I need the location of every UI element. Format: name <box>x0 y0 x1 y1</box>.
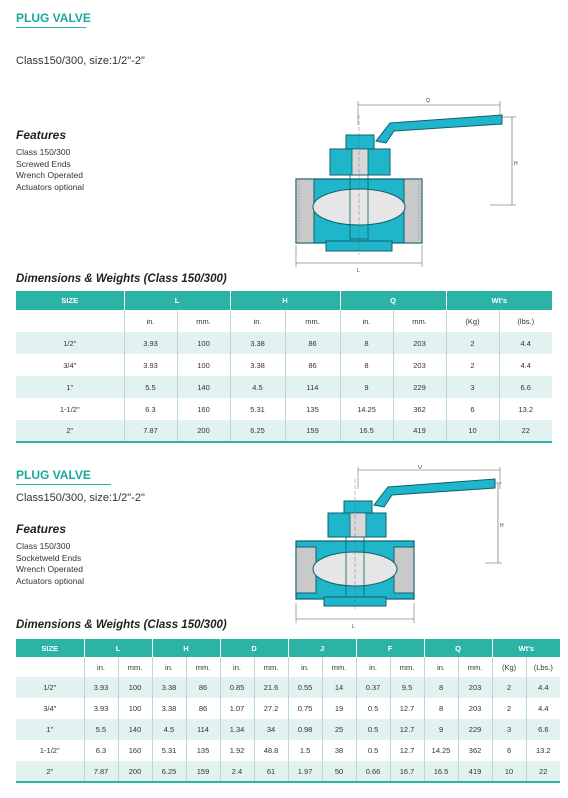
section-title: PLUG VALVE <box>16 468 91 482</box>
value-cell: 14.25 <box>424 740 458 761</box>
value-cell: 135 <box>285 398 340 420</box>
value-cell: 135 <box>186 740 220 761</box>
value-cell: 86 <box>186 698 220 719</box>
value-cell: 0.98 <box>288 719 322 740</box>
dim-label-q: Q <box>426 98 430 104</box>
unit-cell: (lbs.) <box>517 316 535 326</box>
table-row <box>16 332 552 354</box>
unit-cell: mm. <box>186 657 220 677</box>
value-cell: 25 <box>322 719 356 740</box>
value-cell: 419 <box>393 420 446 442</box>
unit-cell <box>16 657 84 677</box>
value-cell: 1.92 <box>220 740 254 761</box>
value-cell: 2 <box>492 698 526 719</box>
value-cell: 4.5 <box>230 376 285 398</box>
size-cell: 1-1/2" <box>16 740 84 761</box>
value-cell: 160 <box>118 740 152 761</box>
value-cell: 229 <box>458 719 492 740</box>
unit-cell: mm. <box>177 310 230 332</box>
value-cell: 0.85 <box>220 677 254 698</box>
product-section-socketweld <box>0 450 568 798</box>
value-cell: 6.6 <box>499 376 552 398</box>
value-cell: 4.4 <box>499 332 552 354</box>
valve-drawing-socketweld <box>290 465 530 635</box>
size-cell: 1" <box>16 376 124 398</box>
value-cell: 200 <box>118 761 152 782</box>
unit-cell: mm. <box>458 657 492 677</box>
value-cell: 5.5 <box>124 376 177 398</box>
value-cell: 9 <box>424 719 458 740</box>
dim-label-h: H <box>500 523 504 529</box>
value-cell: 100 <box>118 677 152 698</box>
value-cell: 0.66 <box>356 761 390 782</box>
value-cell: 27.2 <box>254 698 288 719</box>
value-cell: 12.7 <box>390 740 424 761</box>
feature-item: Screwed Ends <box>16 158 71 169</box>
value-cell: 100 <box>177 354 230 376</box>
value-cell: 1.34 <box>220 719 254 740</box>
col-header-f: F <box>356 639 424 657</box>
section-title: PLUG VALVE <box>16 11 91 25</box>
value-cell: 100 <box>118 698 152 719</box>
table-row <box>16 698 560 719</box>
dimensions-table-socketweld <box>16 639 560 783</box>
unit-cell <box>16 310 124 332</box>
value-cell: 6.25 <box>230 420 285 442</box>
unit-cell: (Kg) <box>446 310 499 332</box>
value-cell: 13.2 <box>499 398 552 420</box>
value-cell: 8 <box>424 677 458 698</box>
value-cell: 362 <box>458 740 492 761</box>
value-cell: 22 <box>526 761 560 782</box>
value-cell: 4.4 <box>526 698 560 719</box>
col-header-q: Q <box>340 291 446 310</box>
value-cell: 7.87 <box>124 420 177 442</box>
value-cell: 14 <box>322 677 356 698</box>
value-cell: 7.87 <box>84 761 118 782</box>
value-cell: 9 <box>340 376 393 398</box>
feature-item: Wrench Operated <box>16 564 83 574</box>
col-header-l: L <box>84 639 152 657</box>
value-cell: 140 <box>177 376 230 398</box>
col-header-h: H <box>152 639 220 657</box>
feature-item: Socketweld Ends <box>16 552 82 563</box>
size-cell: 3/4" <box>16 354 124 376</box>
value-cell: 0.5 <box>356 698 390 719</box>
col-header-j: J <box>288 639 356 657</box>
value-cell: 3.93 <box>124 354 177 376</box>
value-cell: 200 <box>177 420 230 442</box>
value-cell: 12.7 <box>390 698 424 719</box>
size-cell: 2" <box>16 761 84 782</box>
col-header-wts: Wt's <box>492 639 560 657</box>
size-cell: 1-1/2" <box>16 398 124 420</box>
section-subtitle: Class150/300, size:1/2"-2" <box>16 492 145 504</box>
col-header-size: SIZE <box>16 291 124 310</box>
unit-cell: (Kg) <box>492 657 526 677</box>
dim-label-h: H <box>514 161 518 167</box>
value-cell: 5.31 <box>230 398 285 420</box>
value-cell: 362 <box>393 398 446 420</box>
size-cell: 1" <box>16 719 84 740</box>
table-row <box>16 677 560 698</box>
title-underline <box>16 484 111 485</box>
dimensions-table-screwed <box>16 291 552 443</box>
value-cell: 3.38 <box>230 332 285 354</box>
section-subtitle: Class150/300, size:1/2"-2" <box>16 55 145 67</box>
value-cell: 6.3 <box>84 740 118 761</box>
value-cell: 1.97 <box>288 761 322 782</box>
value-cell: 5.5 <box>84 719 118 740</box>
value-cell: 21.6 <box>254 677 288 698</box>
value-cell: 0.37 <box>356 677 390 698</box>
value-cell: 22 <box>499 420 552 442</box>
feature-item: Actuators optional <box>16 181 85 192</box>
value-cell: 203 <box>393 332 446 354</box>
value-cell: 19 <box>322 698 356 719</box>
value-cell: 6.25 <box>152 761 186 782</box>
value-cell: 6 <box>492 740 526 761</box>
value-cell: 203 <box>393 354 446 376</box>
features-heading: Features <box>16 522 67 536</box>
unit-cell: (Lbs.) <box>533 662 553 672</box>
features-list <box>16 147 84 193</box>
unit-cell: mm. <box>322 657 356 677</box>
value-cell: 6 <box>446 398 499 420</box>
value-cell: 203 <box>458 677 492 698</box>
value-cell: 14.25 <box>340 398 393 420</box>
table-row <box>16 719 560 740</box>
unit-cell: in. <box>230 310 285 332</box>
value-cell: 0.5 <box>356 719 390 740</box>
value-cell: 159 <box>186 761 220 782</box>
table-heading: Dimensions & Weights (Class 150/300) <box>16 619 227 631</box>
value-cell: 86 <box>285 332 340 354</box>
col-header-q: Q <box>424 639 492 657</box>
value-cell: 4.4 <box>526 677 560 698</box>
value-cell: 3.93 <box>124 332 177 354</box>
value-cell: 38 <box>322 740 356 761</box>
col-header-size: SIZE <box>16 639 84 657</box>
title-underline <box>16 27 86 28</box>
value-cell: 10 <box>492 761 526 782</box>
value-cell: 16.5 <box>340 420 393 442</box>
feature-item: Wrench Operated <box>16 170 83 180</box>
unit-cell: mm. <box>393 310 446 332</box>
table-heading: Dimensions & Weights (Class 150/300) <box>16 273 227 285</box>
unit-cell: in. <box>340 310 393 332</box>
value-cell: 2 <box>446 354 499 376</box>
unit-cell: in. <box>124 310 177 332</box>
unit-cell: in. <box>424 657 458 677</box>
unit-cell: in. <box>288 657 322 677</box>
table-row <box>16 398 552 420</box>
table-row <box>16 376 552 398</box>
size-cell: 2" <box>16 420 124 442</box>
value-cell: 100 <box>177 332 230 354</box>
dim-label-q: Q <box>418 465 422 470</box>
unit-cell: in. <box>152 657 186 677</box>
value-cell: 4.4 <box>499 354 552 376</box>
value-cell: 48.8 <box>254 740 288 761</box>
features-heading: Features <box>16 128 67 142</box>
value-cell: 2 <box>446 332 499 354</box>
value-cell: 6.6 <box>526 719 560 740</box>
col-header-wts: Wt's <box>446 291 552 310</box>
value-cell: 50 <box>322 761 356 782</box>
value-cell: 16.7 <box>390 761 424 782</box>
table-row <box>16 354 552 376</box>
unit-cell: in. <box>356 657 390 677</box>
value-cell: 2.4 <box>220 761 254 782</box>
value-cell: 9.5 <box>390 677 424 698</box>
value-cell: 5.31 <box>152 740 186 761</box>
features-list <box>16 541 84 587</box>
value-cell: 13.2 <box>526 740 560 761</box>
col-header-d: D <box>220 639 288 657</box>
unit-row <box>16 657 560 677</box>
value-cell: 0.55 <box>288 677 322 698</box>
value-cell: 86 <box>186 677 220 698</box>
unit-cell: in. <box>220 657 254 677</box>
dim-label-l: L <box>357 268 360 274</box>
value-cell: 3 <box>492 719 526 740</box>
valve-drawing-screwed <box>290 95 530 275</box>
value-cell: 160 <box>177 398 230 420</box>
value-cell: 140 <box>118 719 152 740</box>
value-cell: 229 <box>393 376 446 398</box>
value-cell: 2 <box>492 677 526 698</box>
unit-row <box>16 310 552 332</box>
value-cell: 0.5 <box>356 740 390 761</box>
value-cell: 419 <box>458 761 492 782</box>
value-cell: 203 <box>458 698 492 719</box>
value-cell: 3.38 <box>152 677 186 698</box>
unit-cell: mm. <box>285 310 340 332</box>
value-cell: 3.38 <box>152 698 186 719</box>
value-cell: 3.38 <box>230 354 285 376</box>
value-cell: 8 <box>424 698 458 719</box>
value-cell: 4.5 <box>152 719 186 740</box>
col-header-h: H <box>230 291 340 310</box>
value-cell: 8 <box>340 332 393 354</box>
value-cell: 3 <box>446 376 499 398</box>
value-cell: 61 <box>254 761 288 782</box>
unit-cell: mm. <box>254 657 288 677</box>
size-cell: 1/2" <box>16 332 124 354</box>
value-cell: 8 <box>340 354 393 376</box>
value-cell: 3.93 <box>84 677 118 698</box>
size-cell: 1/2" <box>16 677 84 698</box>
col-header-l: L <box>124 291 230 310</box>
value-cell: 3.93 <box>84 698 118 719</box>
value-cell: 114 <box>186 719 220 740</box>
feature-item: Class 150/300 <box>16 541 71 551</box>
table-row <box>16 761 560 782</box>
value-cell: 1.5 <box>288 740 322 761</box>
value-cell: 159 <box>285 420 340 442</box>
feature-item: Actuators optional <box>16 575 85 586</box>
table-row <box>16 740 560 761</box>
value-cell: 16.5 <box>424 761 458 782</box>
value-cell: 12.7 <box>390 719 424 740</box>
dim-label-l: L <box>352 624 355 630</box>
unit-cell: in. <box>84 657 118 677</box>
value-cell: 114 <box>285 376 340 398</box>
value-cell: 6.3 <box>124 398 177 420</box>
value-cell: 10 <box>446 420 499 442</box>
value-cell: 34 <box>254 719 288 740</box>
unit-cell: mm. <box>118 657 152 677</box>
value-cell: 86 <box>285 354 340 376</box>
value-cell: 0.75 <box>288 698 322 719</box>
value-cell: 1.07 <box>220 698 254 719</box>
feature-item: Class 150/300 <box>16 147 71 157</box>
unit-cell: mm. <box>390 657 424 677</box>
table-row <box>16 420 552 442</box>
size-cell: 3/4" <box>16 698 84 719</box>
